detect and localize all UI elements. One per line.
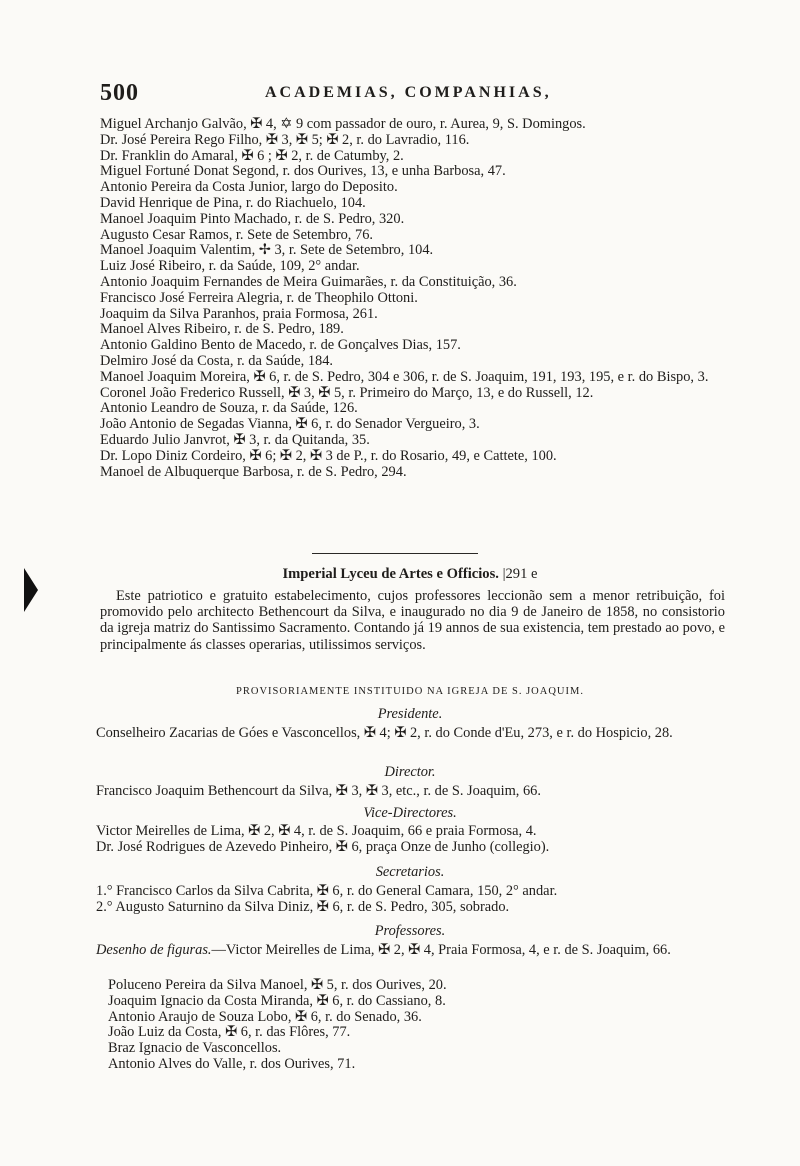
list-item: Francisco José Ferreira Alegria, r. de Theophilo Ottoni. [100,289,418,306]
page-number: 500 [100,80,139,106]
list-item: Eduardo Julio Janvrot, ✠ 3, r. da Quitanda, 35. [100,431,370,448]
list-item: Joaquim da Silva Paranhos, praia Formosa, 261. [100,305,378,322]
role-heading-presidente: Presidente. [377,706,443,722]
list-item: Luiz José Ribeiro, r. da Saúde, 109, 2° andar. [100,258,360,275]
lead-text: —Victor Meirelles de Lima, ✠ 2, ✠ 4, Praia Formosa, 4, e r. de S. Joaquim, 66. [211,942,671,958]
list-item: Manoel de Albuquerque Barbosa, r. de S. Pedro, 294. [100,463,407,480]
list-item: Antonio Araujo de Souza Lobo, ✠ 6, r. do Senado, 36. [108,1008,422,1025]
margin-mark [24,568,38,612]
section-intro [100,588,725,653]
director-entry [96,784,728,800]
list-item [96,943,728,959]
section-ref: |291 e [502,566,538,582]
list-item: Joaquim Ignacio da Costa Miranda, ✠ 6, r. do Cassiano, 8. [108,992,446,1009]
list-item: Manoel Alves Ribeiro, r. de S. Pedro, 189. [100,321,344,338]
list-item: Dr. Lopo Diniz Cordeiro, ✠ 6; ✠ 2, ✠ 3 de P., r. do Rosario, 49, e Cattete, 100. [100,447,557,464]
list-item: David Henrique de Pina, r. do Riachuelo, 104. [100,194,366,211]
section-title-text: Imperial Lyceu de Artes e Officios. [282,566,499,582]
list-item: Delmiro José da Costa, r. da Saúde, 184. [100,352,334,369]
role-heading-director: Director. [384,764,436,780]
list-item: Manoel Joaquim Moreira, ✠ 6, r. de S. Pedro, 304 e 306, r. de S. Joaquim, 191, 193, 195, e r. do Bispo, 3. [100,368,709,385]
list-item: Antonio Alves do Valle, r. dos Ourives, 71. [108,1055,356,1072]
list-item: Antonio Pereira da Costa Junior, largo do Deposito. [100,179,398,196]
list-item: Victor Meirelles de Lima, ✠ 2, ✠ 4, r. de S. Joaquim, 66 e praia Formosa, 4. [96,823,537,839]
presidente-entry [96,726,728,742]
professores-lead [96,943,728,959]
list-item: Poluceno Pereira da Silva Manoel, ✠ 5, r. dos Ourives, 20. [108,977,447,993]
list-item: 2.° Augusto Saturnino da Silva Diniz, ✠ 6, r. de S. Pedro, 305, sobrado. [96,898,510,915]
page-header [100,80,720,110]
list-item: Antonio Leandro de Souza, r. da Saúde, 126. [100,400,358,417]
list-item: Dr. Franklin do Amaral, ✠ 6 ; ✠ 2, r. de Catumby, 2. [100,147,404,164]
role-heading-secretarios: Secretarios. [375,864,445,880]
section-title [100,566,720,583]
section-divider [312,553,478,554]
intro-text: Este patriotico e gratuito estabelecimento, cujos professores leccionão sem a menor retribuição, foi promovido pelo architecto Bethencourt da Silva, e inaugurado no dia 9 de Janeiro de 1858, no consistorio da igreja matriz do Santissimo Sacramento. Contando já 19 annos de sua existencia, tem prestado ao povo, e principalmente ás classes operarias, utilissimos serviços. [100,588,725,653]
list-item: Antonio Joaquim Fernandes de Meira Guimarães, r. da Constituição, 36. [100,273,517,290]
role-heading-vice: Vice-Directores. [363,805,457,821]
list-item: Manoel Joaquim Pinto Machado, r. de S. Pedro, 320. [100,210,405,227]
list-item: João Luiz da Costa, ✠ 6, r. das Flôres, 77. [108,1024,351,1041]
list-item: Francisco Joaquim Bethencourt da Silva, ✠ 3, ✠ 3, etc., r. de S. Joaquim, 66. [96,783,541,799]
list-item: Miguel Archanjo Galvão, ✠ 4, ✡ 9 com passador de ouro, r. Aurea, 9, S. Domingos. [100,116,586,132]
list-item: Manoel Joaquim Valentim, ✢ 3, r. Sete de Setembro, 104. [100,242,434,259]
secretario-entries [96,884,728,916]
list-item: Conselheiro Zacarias de Góes e Vasconcellos, ✠ 4; ✠ 2, r. do Conde d'Eu, 273, e r. do Hospicio, 28. [96,725,673,741]
subject-label: Desenho de figuras. [96,942,212,958]
list-item: Dr. José Rodrigues de Azevedo Pinheiro, ✠ 6, praça Onze de Junho (collegio). [96,838,550,855]
list-item: Miguel Fortuné Donat Segond, r. dos Ourives, 13, e unha Barbosa, 47. [100,163,506,180]
professores-list [108,978,740,1073]
list-item: Augusto Cesar Ramos, r. Sete de Setembro, 76. [100,226,373,243]
institution-line: PROVISORIAMENTE INSTITUIDO NA IGREJA DE S. JOAQUIM. [236,686,584,697]
list-item: 1.° Francisco Carlos da Silva Cabrita, ✠ 6, r. do General Camara, 150, 2° andar. [96,883,558,899]
list-item: Coronel João Frederico Russell, ✠ 3, ✠ 5, r. Primeiro do Março, 13, e do Russell, 12. [100,384,594,401]
list-item: Dr. José Pereira Rego Filho, ✠ 3, ✠ 5; ✠ 2, r. do Lavradio, 116. [100,131,470,148]
member-list [100,117,730,480]
list-item: Antonio Galdino Bento de Macedo, r. de Gonçalves Dias, 157. [100,337,461,354]
list-item: Braz Ignacio de Vasconcellos. [108,1040,282,1057]
role-heading-professores: Professores. [374,923,446,939]
running-head: ACADEMIAS, COMPANHIAS, [265,84,552,101]
list-item: João Antonio de Segadas Vianna, ✠ 6, r. do Senador Vergueiro, 3. [100,416,480,433]
vice-entries [96,824,728,856]
